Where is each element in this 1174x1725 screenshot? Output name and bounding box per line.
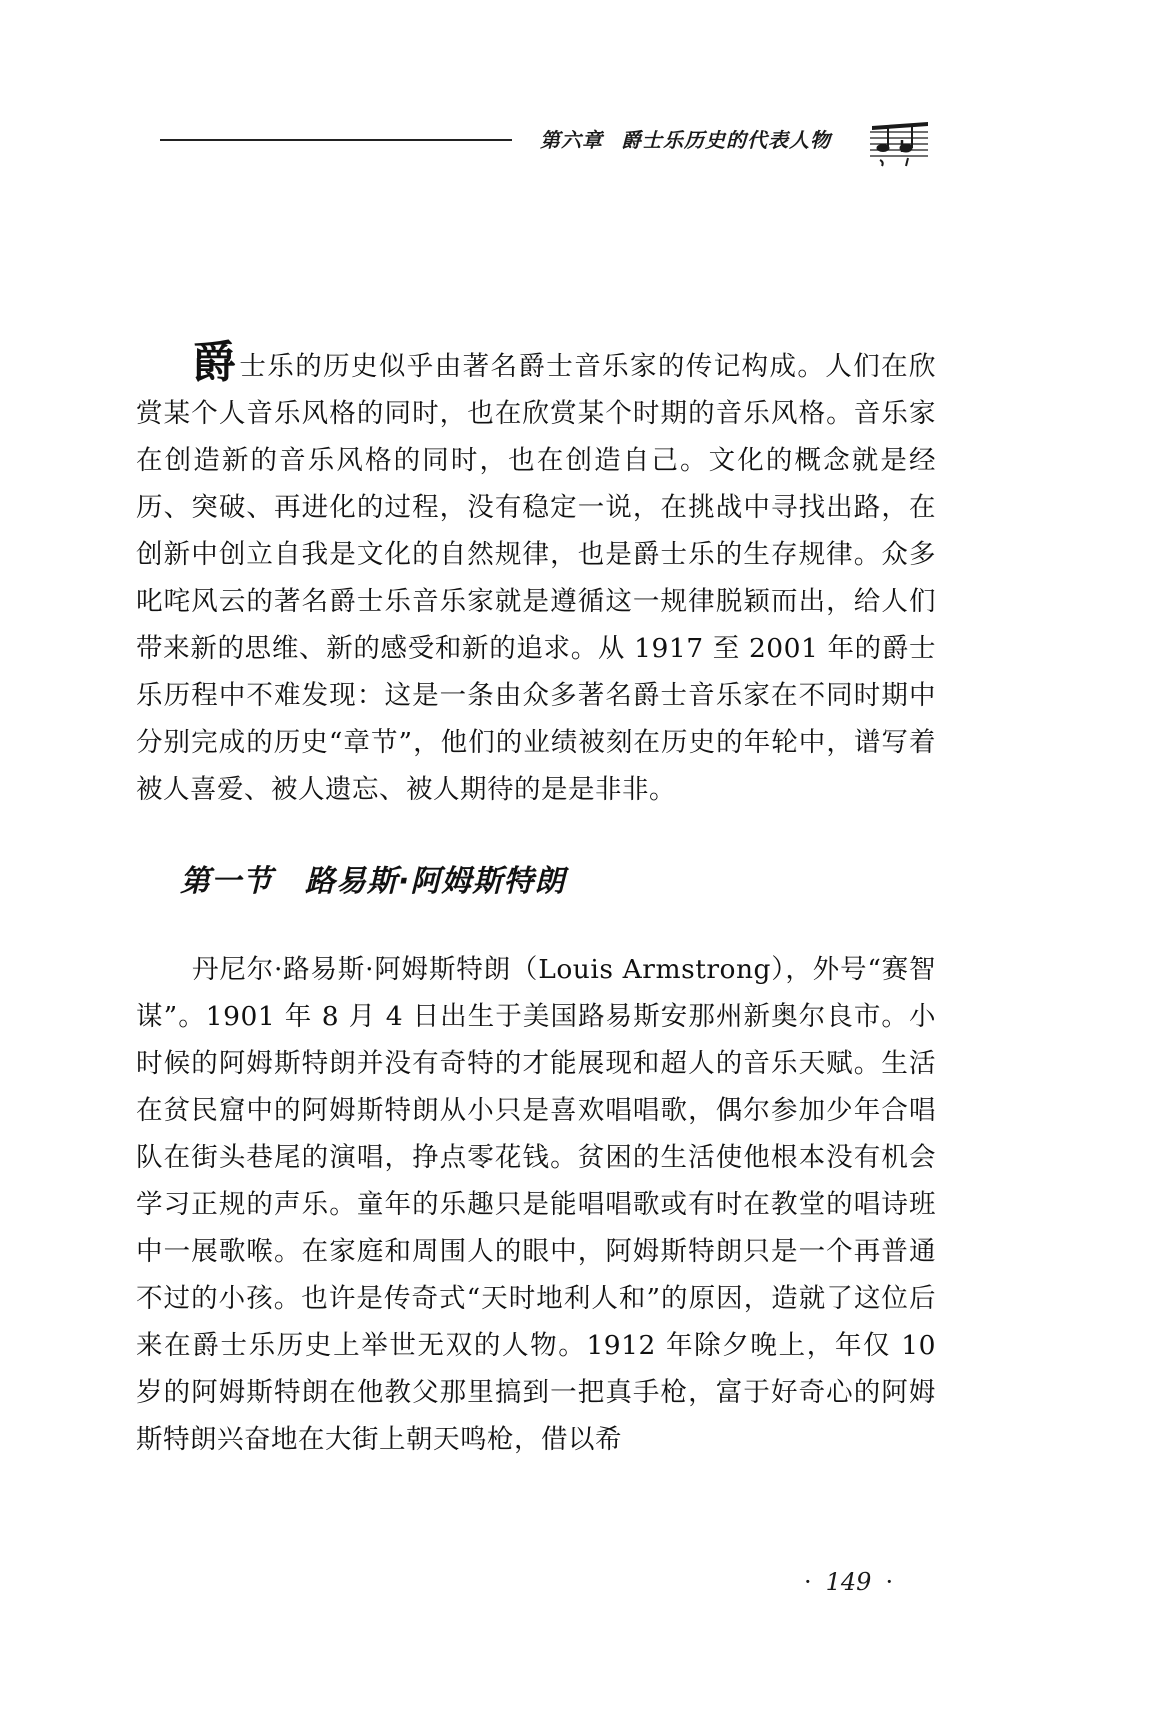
section-title: 路易斯·阿姆斯特朗 — [305, 864, 566, 899]
chapter-title: 爵士乐历史的代表人物 — [621, 128, 831, 152]
page-number-value: 149 — [825, 1568, 872, 1596]
intro-paragraph — [136, 337, 937, 813]
drop-cap: 爵 — [192, 337, 238, 388]
page-number-dot-right: · — [885, 1568, 894, 1596]
page-number-dot-left: · — [804, 1568, 812, 1596]
section-number: 第一节 — [180, 864, 273, 899]
header-rule — [160, 139, 512, 141]
section-paragraph: 丹尼尔·路易斯·阿姆斯特朗（Louis Armstrong），外号“赛智谋”。1901 年 8 月 4 日出生于美国路易斯安那州新奥尔良市。小时候的阿姆斯特朗并没有奇特的才能展现和超人的音乐天赋。生活在贫民窟中的阿姆斯特朗从小只是喜欢唱唱歌，偶尔参加少年合唱队在街头巷尾的演唱，挣点零花钱。贫困的生活使他根本没有机会学习正规的声乐。童年的乐趣只是能唱唱歌或有时在教堂的唱诗班中一展歌喉。在家庭和周围人的眼中，阿姆斯特朗只是一个再普通不过的小孩。也许是传奇式“天时地利人和”的原因，造就了这位后来在爵士乐历史上举世无双的人物。1912 年除夕晚上，年仅 10 岁的阿姆斯特朗在他教父那里搞到一把真手枪，富于好奇心的阿姆斯特朗兴奋地在大街上朝天鸣枪，借以希 — [136, 954, 936, 1455]
section-heading — [180, 856, 565, 900]
music-notes-icon — [868, 118, 930, 168]
running-header — [160, 122, 1030, 162]
page-number — [790, 1568, 907, 1596]
chapter-number: 第六章 — [540, 128, 603, 152]
intro-text: 士乐的历史似乎由著名爵士音乐家的传记构成。人们在欣赏某个人音乐风格的同时，也在欣赏某个时期的音乐风格。音乐家在创造新的音乐风格的同时，也在创造自己。文化的概念就是经历、突破、再进化的过程，没有稳定一说，在挑战中寻找出路，在创新中创立自我是文化的自然规律，也是爵士乐的生存规律。众多叱咤风云的著名爵士乐音乐家就是遵循这一规律脱颖而出，给人们带来新的思维、新的感受和新的追求。从 1917 至 2001 年的爵士乐历程中不难发现：这是一条由众多著名爵士音乐家在不同时期中分别完成的历史“章节”，他们的业绩被刻在历史的年轮中，谱写着被人喜爱、被人遗忘、被人期待的是是非非。 — [136, 351, 937, 805]
chapter-heading — [540, 124, 831, 153]
